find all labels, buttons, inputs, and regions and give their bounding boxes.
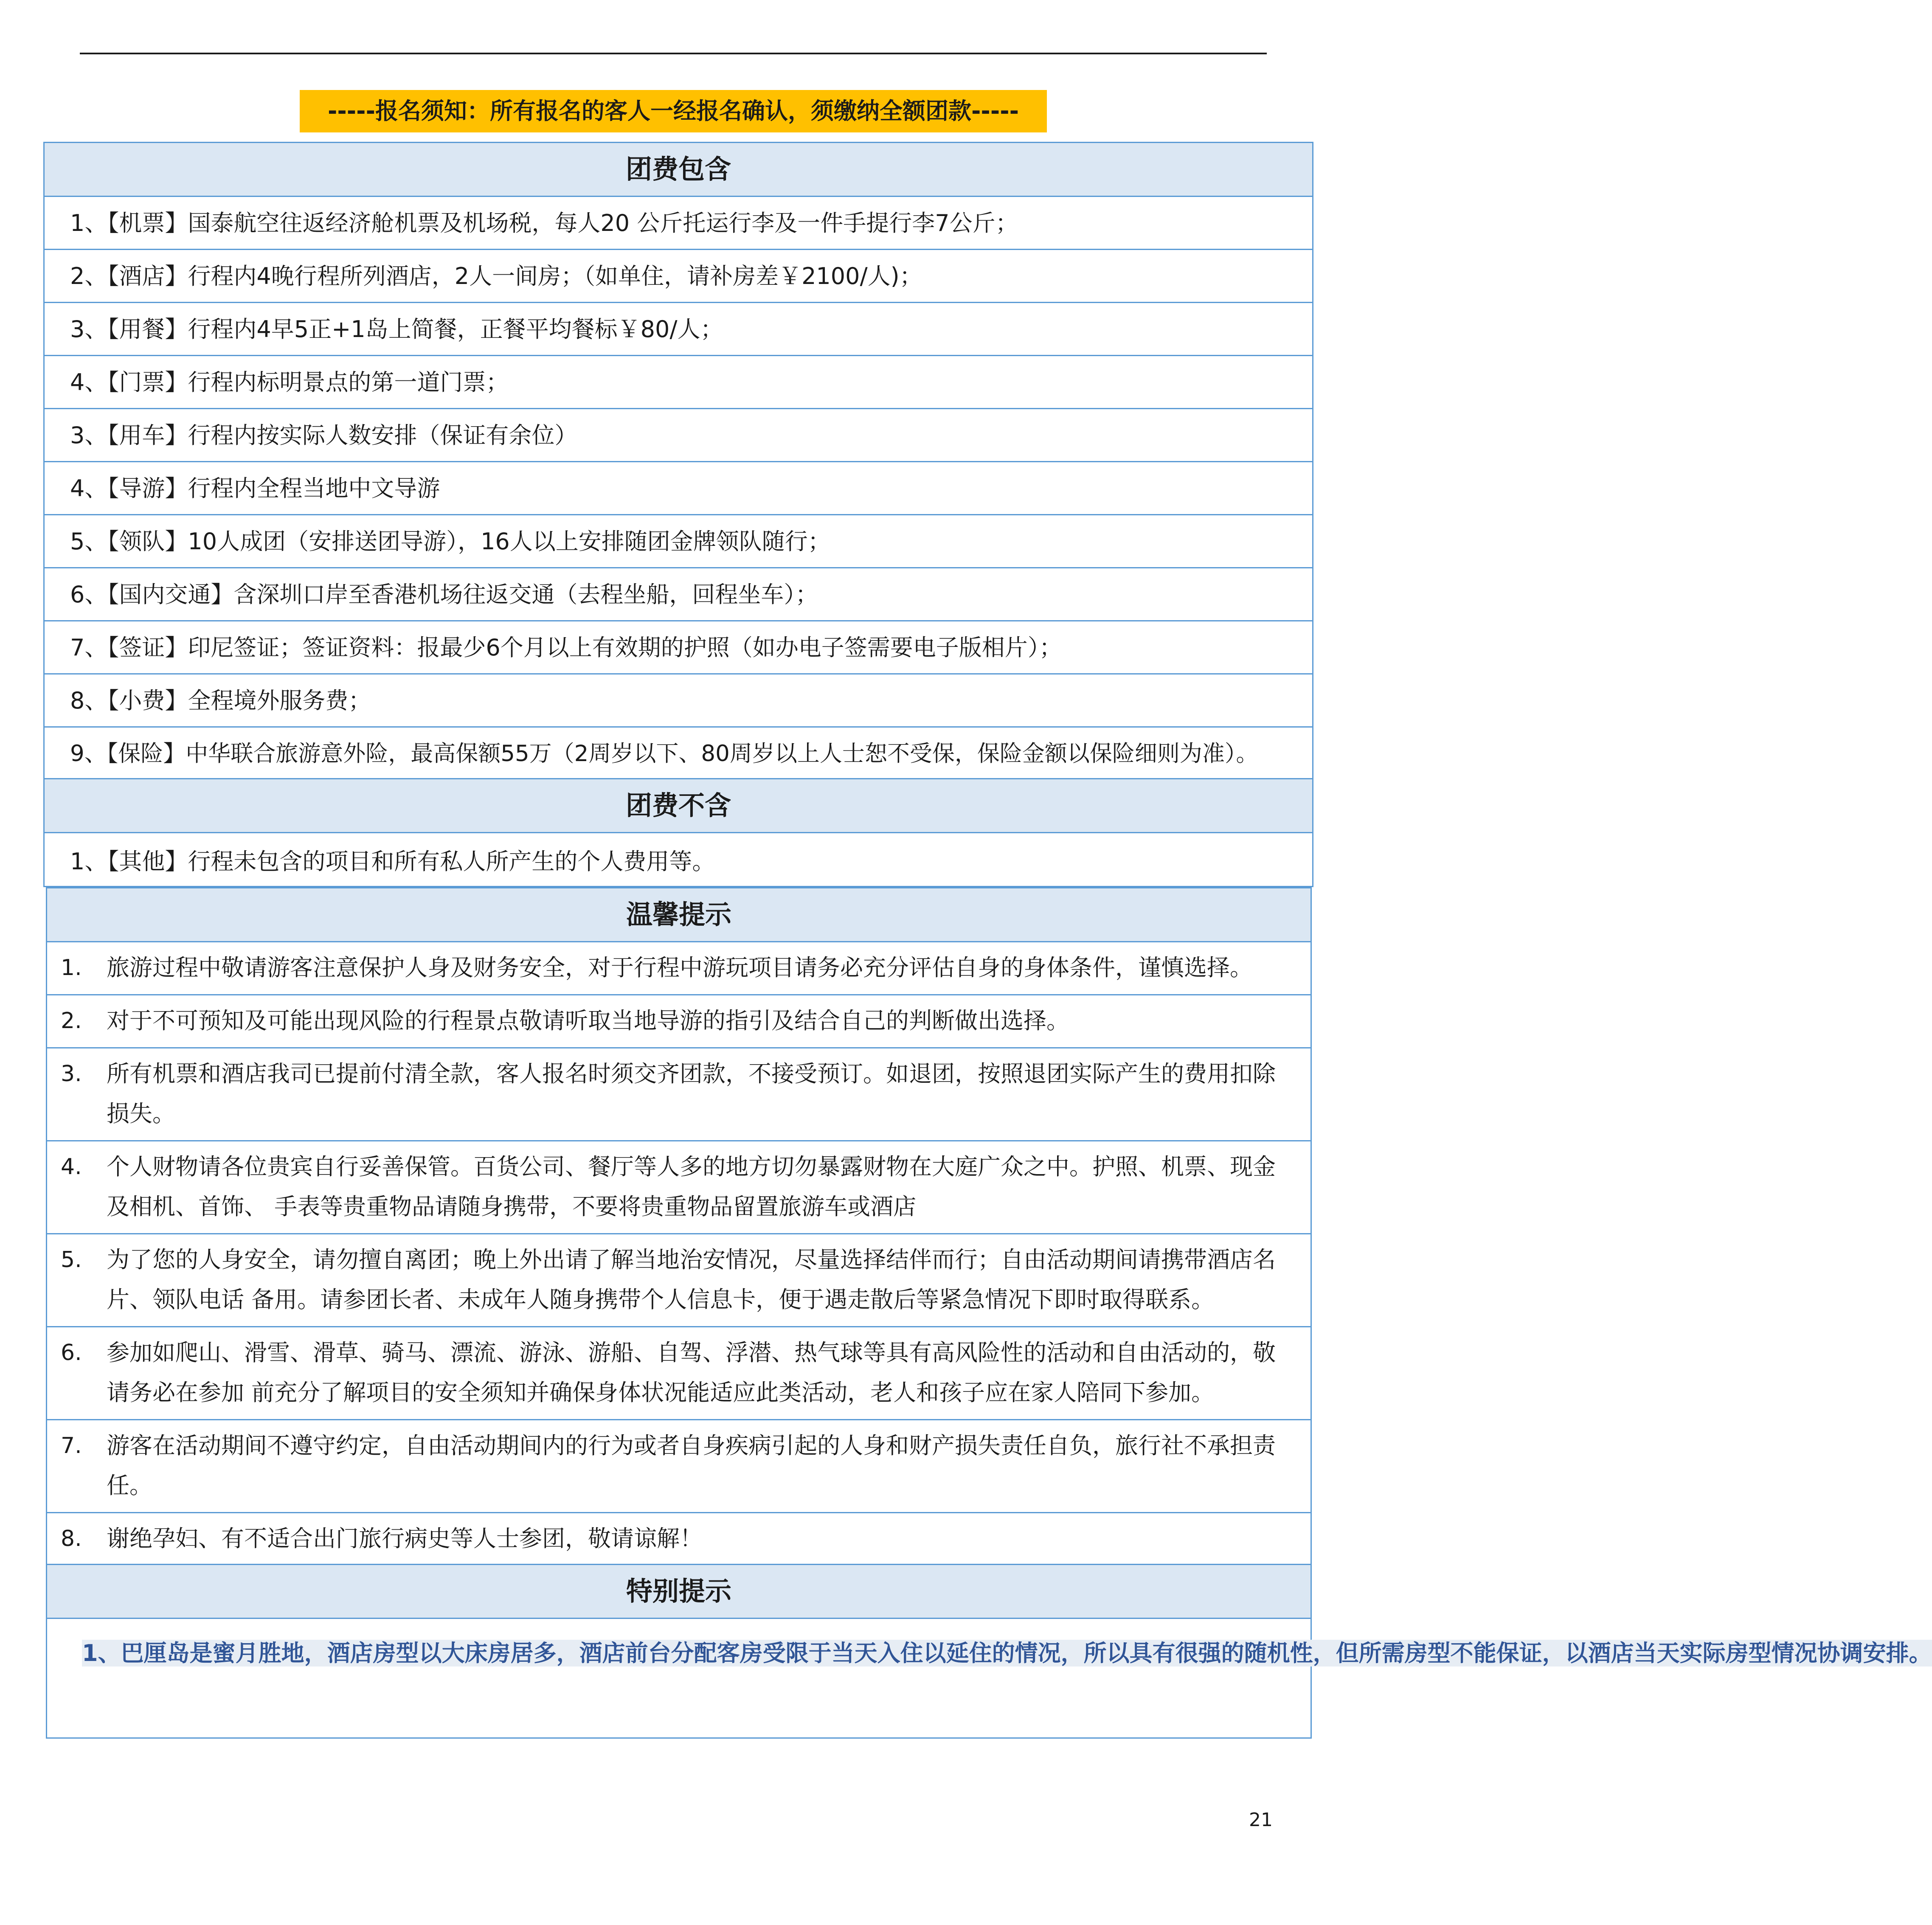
tip-text: 对于不可预知及可能出现风险的行程景点敬请听取当地导游的指引及结合自己的判断做出选择。 bbox=[107, 1007, 1069, 1034]
included-row bbox=[45, 302, 1312, 356]
included-item-text: 1、【机票】国泰航空往返经济舱机票及机场税，每人20 公斤托运行李及一件手提行李7公斤； bbox=[70, 210, 1018, 236]
included-row bbox=[45, 408, 1312, 462]
tip-text: 个人财物请各位贵宾自行妥善保管。百货公司、餐厅等人多的地方切勿暴露财物在大庭广众之中。护照、机票、现金及相机、首饰、 手表等贵重物品请随身携带，不要将贵重物品留置旅游车或酒店 bbox=[107, 1153, 1276, 1220]
included-item-text: 4、【门票】行程内标明景点的第一道门票； bbox=[70, 369, 509, 396]
tip-number: 6. bbox=[61, 1340, 82, 1366]
tip-number: 3. bbox=[61, 1061, 82, 1087]
included-item-text: 2、【酒店】行程内4晚行程所列酒店，2人一间房；（如单住，请补房差￥2100/人)； bbox=[70, 263, 922, 289]
included-row bbox=[45, 461, 1312, 515]
tip-number: 4. bbox=[61, 1154, 82, 1180]
tip-row bbox=[47, 1419, 1310, 1513]
included-row bbox=[45, 514, 1312, 568]
tip-number: 1. bbox=[61, 955, 82, 981]
tip-number: 7. bbox=[61, 1433, 82, 1459]
special-header: 特别提示 bbox=[47, 1564, 1310, 1619]
tip-text: 为了您的人身安全，请勿擅自离团；晚上外出请了解当地治安情况，尽量选择结伴而行；自由活动期间请携带酒店名片、领队电话 备用。请参团长者、未成年人随身携带个人信息卡，便于遇走散后等紧急情况下即时取得联系。 bbox=[107, 1246, 1276, 1313]
excluded-item-text: 1、【其他】行程未包含的项目和所有私人所产生的个人费用等。 bbox=[70, 848, 715, 875]
tips-header: 温馨提示 bbox=[47, 888, 1310, 942]
tip-number: 8. bbox=[61, 1526, 82, 1551]
excluded-row bbox=[45, 832, 1312, 887]
tip-row bbox=[47, 1512, 1310, 1564]
included-item-text: 3、【用车】行程内按实际人数安排（保证有余位） bbox=[70, 422, 578, 449]
included-item-text: 9、【保险】中华联合旅游意外险，最高保额55万（2周岁以下、80周岁以上人士恕不受保，保险金额以保险细则为准）。 bbox=[70, 741, 1259, 767]
included-row bbox=[45, 620, 1312, 674]
fee-table bbox=[43, 142, 1313, 887]
tip-row bbox=[47, 994, 1310, 1048]
special-text bbox=[82, 1633, 1932, 1674]
included-item-text: 8、【小费】全程境外服务费； bbox=[70, 687, 371, 714]
included-header: 团费包含 bbox=[45, 143, 1312, 197]
included-row bbox=[45, 673, 1312, 728]
special-text-highlight: 1、巴厘岛是蜜月胜地，酒店房型以大床房居多，酒店前台分配客房受限于当天入住以延住的情况，所以具有很强的随机性，但所需房型不能保证，以酒店当天实际房型情况协调安排。 bbox=[82, 1640, 1932, 1666]
excluded-header: 团费不含 bbox=[45, 778, 1312, 833]
tip-row bbox=[47, 1047, 1310, 1141]
tip-text: 旅游过程中敬请游客注意保护人身及财务安全，对于行程中游玩项目请务必充分评估自身的身体条件，谨慎选择。 bbox=[107, 954, 1253, 981]
tip-number: 5. bbox=[61, 1247, 82, 1273]
included-item-text: 7、【签证】印尼签证；签证资料：报最少6个月以上有效期的护照（如办电子签需要电子版相片）； bbox=[70, 634, 1062, 661]
included-item-text: 4、【导游】行程内全程当地中文导游 bbox=[70, 475, 440, 502]
top-divider bbox=[80, 53, 1267, 54]
tip-text: 所有机票和酒店我司已提前付清全款，客人报名时须交齐团款，不接受预订。如退团，按照退团实际产生的费用扣除损失。 bbox=[107, 1060, 1276, 1127]
tips-table bbox=[46, 887, 1932, 1739]
included-row bbox=[45, 726, 1312, 778]
included-item-text: 6、【国内交通】含深圳口岸至香港机场往返交通（去程坐船，回程坐车）； bbox=[70, 581, 818, 608]
included-row bbox=[45, 355, 1312, 409]
tip-row bbox=[47, 1140, 1310, 1234]
tip-number: 2. bbox=[61, 1008, 82, 1034]
tip-text: 游客在活动期间不遵守约定，自由活动期间内的行为或者自身疾病引起的人身和财产损失责任自负，旅行社不承担责任。 bbox=[107, 1432, 1276, 1499]
tip-row bbox=[47, 1326, 1310, 1420]
included-row bbox=[45, 567, 1312, 621]
page-number: 21 bbox=[1249, 1809, 1273, 1831]
included-row bbox=[45, 196, 1312, 250]
tip-row bbox=[47, 1233, 1310, 1327]
included-row bbox=[45, 249, 1312, 303]
included-item-text: 5、【领队】10人成团（安排送团导游），16人以上安排随团金牌领队随行； bbox=[70, 528, 831, 555]
tip-text: 参加如爬山、滑雪、滑草、骑马、漂流、游泳、游船、自驾、浮潜、热气球等具有高风险性的活动和自由活动的，敬请务必在参加 前充分了解项目的安全须知并确保身体状况能适应此类活动，老人和孩子应在家人陪同下参加。 bbox=[107, 1339, 1276, 1406]
included-item-text: 3、【用餐】行程内4早5正+1岛上简餐，正餐平均餐标￥80/人； bbox=[70, 316, 723, 343]
tip-text: 谢绝孕妇、有不适合出门旅行病史等人士参团，敬请谅解！ bbox=[107, 1525, 703, 1552]
registration-notice-banner: -----报名须知：所有报名的客人一经报名确认，须缴纳全额团款----- bbox=[300, 90, 1047, 132]
tip-row bbox=[47, 941, 1310, 995]
special-row bbox=[47, 1618, 1932, 1737]
